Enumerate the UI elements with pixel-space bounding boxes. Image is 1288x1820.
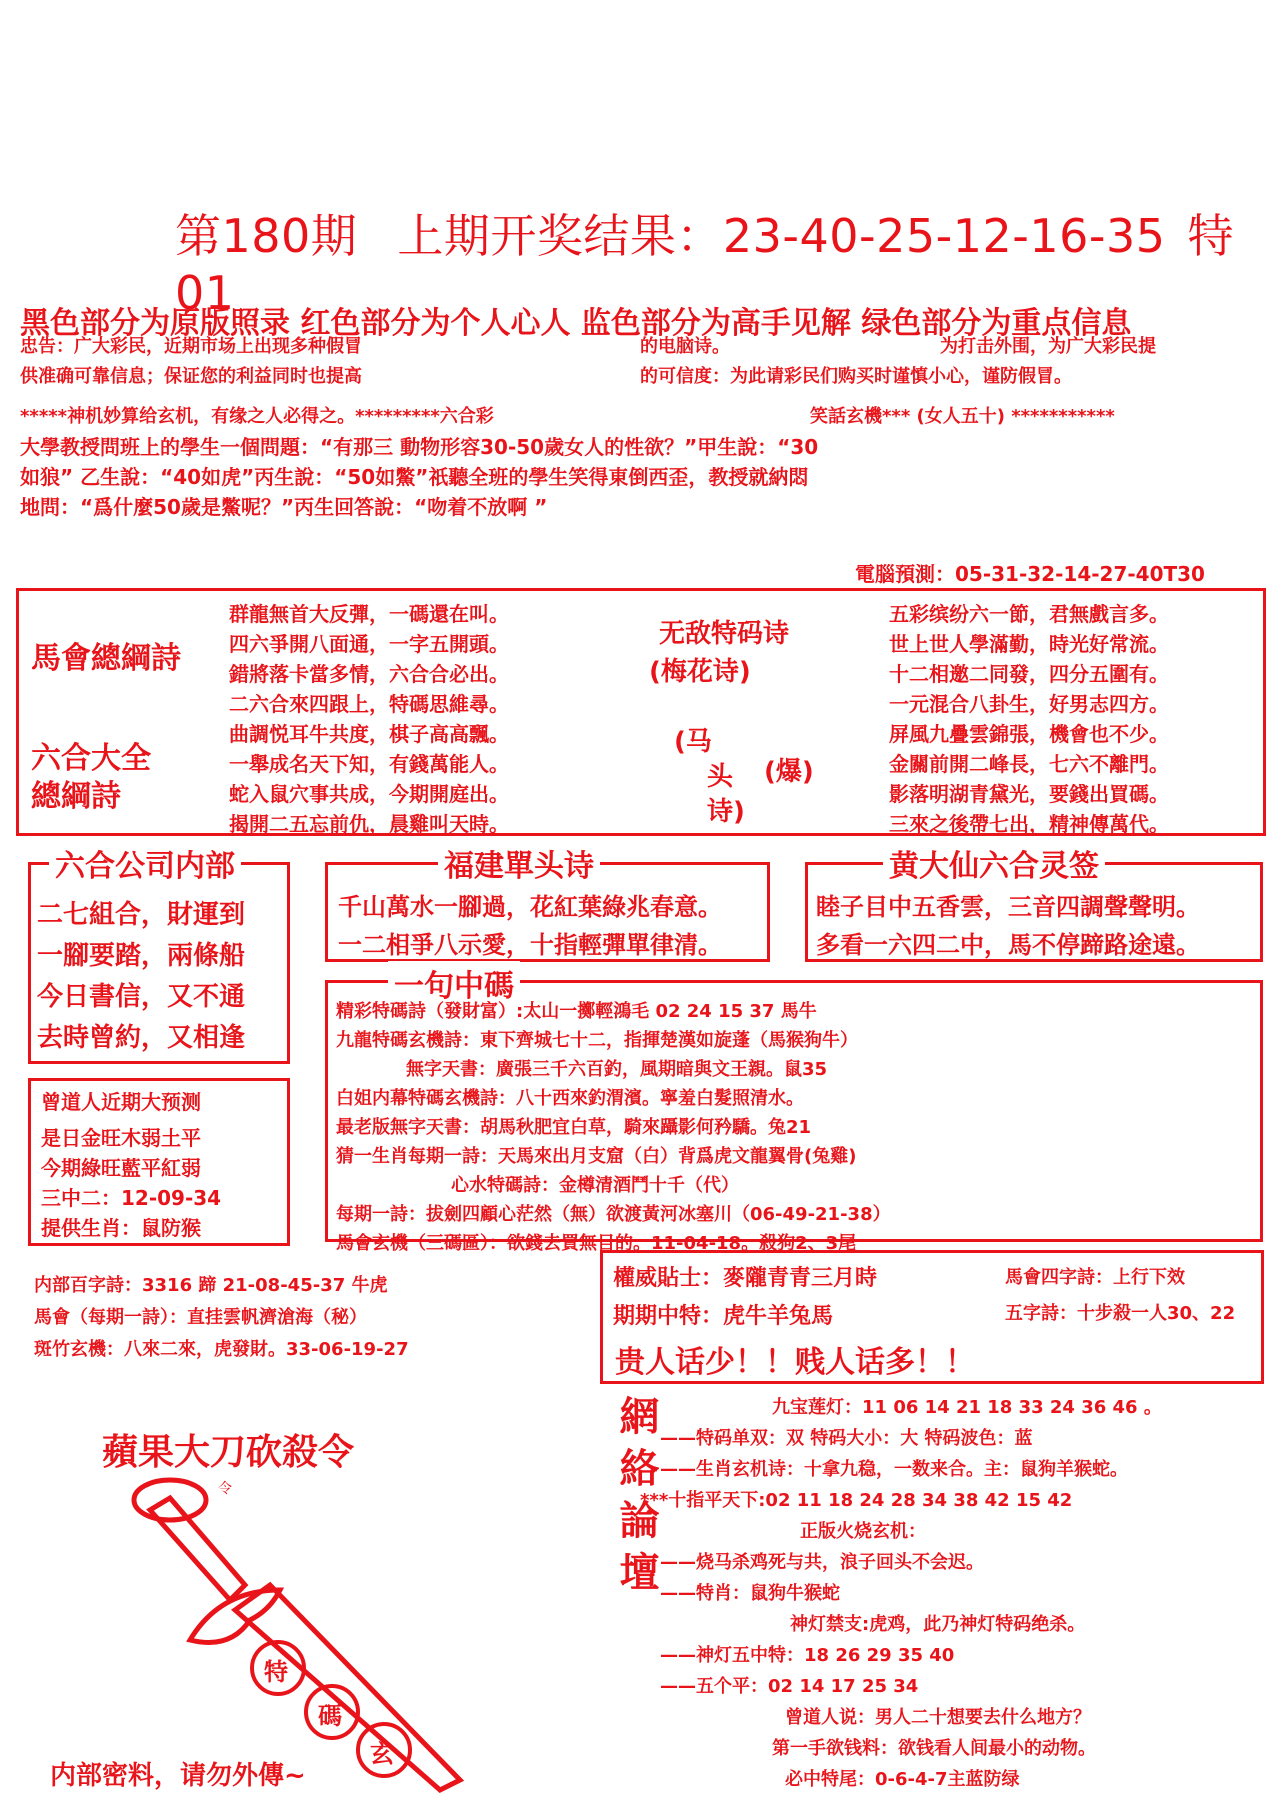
zhongma-lines xyxy=(336,997,891,1258)
zhongma-line: 九龍特碼玄機詩：東下齊城七十二，指揮楚漢如旋蓬（馬猴狗牛） xyxy=(336,1030,858,1051)
poem-left-line: 四六爭開八面通，一字五開頭。 xyxy=(229,632,509,656)
poem-right-line: 屏風九疊雲錦張，機會也不少。 xyxy=(889,722,1169,746)
poem-right-line: 三來之後帶七出，精神傳萬代。 xyxy=(889,812,1169,836)
internal-line: 斑竹玄機：八來二來，虎發財。33-06-19-27 xyxy=(34,1339,409,1360)
zeng-line: 提供生肖：鼠防猴 xyxy=(41,1216,201,1240)
forum-line: 神灯禁支:虎鸡，此乃神灯特码绝杀。 xyxy=(790,1614,1086,1635)
internal-line: 内部百字詩：3316 蹄 21-08-45-37 牛虎 xyxy=(34,1275,388,1296)
zhongma-box xyxy=(325,969,1263,1254)
huang-line: 睦子目中五香雲，三音四調聲聲明。 xyxy=(816,893,1200,921)
forum-lines xyxy=(640,1392,1162,1795)
forum-line: 正版火烧玄机： xyxy=(800,1521,926,1542)
zhongma-line: 精彩特碼詩（發財富）:太山一擲輕鴻毛 02 24 15 37 馬牛 xyxy=(336,1001,817,1022)
poem-left-line: 曲調悦耳牛共度，棋子高高飄。 xyxy=(229,722,509,746)
forum-line: ——生肖玄机诗：十拿九稳，一数来合。主：鼠狗羊猴蛇。 xyxy=(660,1459,1128,1480)
zhongma-line: 最老版無字天書：胡馬秋肥宜白草，騎來躡影何矜驕。兔21 xyxy=(336,1117,812,1138)
notice-mid-2: 的可信度：为此请彩民们购买时谨慎小心，谨防假冒。 xyxy=(640,366,1072,387)
joke-line-1: 大學教授問班上的學生一個問題：“有那三 動物形容30-50歲女人的性欲？”甲生說：“30 xyxy=(20,435,819,459)
computer-prediction: 電腦預測：05-31-32-14-27-40T30 xyxy=(855,562,1205,586)
notice-left-1: 忠告：广大彩民，近期市场上出现多种假冒 xyxy=(20,336,362,357)
forum-line: ——烧马杀鸡死与共，浪子回头不会迟。 xyxy=(660,1552,984,1573)
sword-title: 蘋果大刀砍殺令 xyxy=(102,1432,355,1473)
fujian-line: 一二相爭八示愛，十指輕彈單律清。 xyxy=(338,931,722,959)
poem-label-2b: 總綱詩 xyxy=(31,779,121,814)
forum-vertical-title: 網絡論壇 xyxy=(613,1395,659,1603)
forum-line: ***十指平天下:02 11 18 24 28 34 38 42 15 42 xyxy=(640,1490,1073,1511)
mid-ma: (马 xyxy=(674,727,712,757)
zeng-line: 今期綠旺藍平紅弱 xyxy=(41,1156,201,1180)
zeng-line: 是日金旺木弱土平 xyxy=(41,1126,201,1150)
zeng-lines xyxy=(41,1123,221,1243)
zeng-box xyxy=(28,1078,290,1246)
notice-mid-1: 的电脑诗。 xyxy=(640,336,730,357)
result-numbers: 23-40-25-12-16-35 xyxy=(722,209,1166,263)
poem-left-list xyxy=(229,599,509,839)
poem-right-line: 一元混合八卦生，好男志四方。 xyxy=(889,692,1169,716)
forum-line: 必中特尾：0-6-4-7主蓝防绿 xyxy=(785,1769,1020,1790)
blade-char-2: 碼 xyxy=(318,1702,342,1730)
color-legend: 黑色部分为原版照录 红色部分为个人心人 监色部分为高手见解 绿色部分为重点信息 xyxy=(20,306,1132,341)
tips-line2-left: 期期中特：虎牛羊兔馬 xyxy=(613,1304,834,1329)
zeng-title: 曾道人近期大预测 xyxy=(41,1090,201,1114)
poem-right-line: 金關前開二峰長，七六不離門。 xyxy=(889,752,1169,776)
mid-title-2: (梅花诗) xyxy=(649,657,751,687)
zhongma-title: 一句中碼 xyxy=(388,961,520,1005)
fujian-line: 千山萬水一腳過，花紅葉綠兆春意。 xyxy=(338,893,722,921)
internal-line: 馬會（每期一詩）：直挂雲帆濟滄海（秘） xyxy=(34,1307,367,1328)
company-line: 一腳要踏，兩條船 xyxy=(37,941,246,971)
mid-shi: 诗) xyxy=(707,797,745,827)
tips-slogan: 贵人话少！！贱人话多！！ xyxy=(615,1345,975,1380)
sword-small-label: 令 xyxy=(218,1481,232,1497)
forum-line: 第一手欲钱料：欲钱看人间最小的动物。 xyxy=(772,1738,1096,1759)
tips-line1-right: 馬會四字詩：上行下效 xyxy=(1005,1267,1185,1288)
poems-box xyxy=(16,588,1266,836)
sword-footer: 内部密料，请勿外傳~ xyxy=(50,1761,306,1791)
blade-char-1: 特 xyxy=(264,1658,288,1686)
poem-label-1: 馬會總綱詩 xyxy=(31,641,181,676)
poem-left-line: 錯將落卡當多情，六合合必出。 xyxy=(229,662,509,686)
issue-number: 第180期 xyxy=(175,209,358,263)
poem-right-line: 影落明湖青黛光，要錢出買碼。 xyxy=(889,782,1169,806)
notice-right-1: 为打击外围，为广大彩民提 xyxy=(940,336,1156,357)
notice-left-2: 供准确可靠信息；保证您的利益同时也提高 xyxy=(20,366,362,387)
mid-title-1: 无敌特码诗 xyxy=(659,619,790,649)
company-line: 今日書信，又不通 xyxy=(37,982,246,1012)
forum-line: ——特码单双：双 特码大小：大 特码波色：蓝 xyxy=(660,1428,1033,1449)
forum-line: 曾道人说：男人二十想要去什么地方？ xyxy=(785,1707,1091,1728)
company-title: 六合公司内部 xyxy=(49,841,241,885)
joke-line-3: 地問：“爲什麼50歲是鱉呢？”丙生回答說：“吻着不放啊 ” xyxy=(20,495,548,519)
huang-box xyxy=(805,849,1263,962)
forum-line: 九宝莲灯：11 06 14 21 18 33 24 36 46 。 xyxy=(772,1397,1162,1418)
zhongma-line: 每期一詩：拔劍四顧心茫然（無）欲渡黃河冰塞川（06-49-21-38） xyxy=(336,1204,891,1225)
joke-head-left: *****神机妙算给玄机，有缘之人必得之。*********六合彩 xyxy=(20,406,494,427)
company-box xyxy=(28,849,290,1064)
poem-left-line: 群龍無首大反彈，一碼還在叫。 xyxy=(229,602,509,626)
fujian-box xyxy=(325,849,770,962)
forum-line: ——特肖：鼠狗牛猴蛇 xyxy=(660,1583,840,1604)
zhongma-line: 白姐内幕特碼玄機詩：八十西來釣渭濱。寧羞白髮照清水。 xyxy=(336,1088,804,1109)
poem-left-line: 蛇入鼠穴事共成，今期開庭出。 xyxy=(229,782,509,806)
internal-text xyxy=(34,1270,409,1366)
special-number: 特01 xyxy=(175,209,1235,320)
poem-right-line: 十二相邀二同發，四分五圍有。 xyxy=(889,662,1169,686)
sword-section xyxy=(20,1410,490,1820)
huang-title: 黄大仙六合灵签 xyxy=(883,841,1105,885)
forum-line: ——五个平：02 14 17 25 34 xyxy=(660,1676,919,1697)
zhongma-line: 馬會玄機（三碼區）：欲錢去買無目的。11-04-18。殺狗2、3尾 xyxy=(336,1233,857,1254)
poem-label-2a: 六合大全 xyxy=(31,741,151,776)
tips-box xyxy=(600,1250,1264,1384)
joke-line-2: 如狼” 乙生說：“40如虎”丙生說：“50如鱉”祇聽全班的學生笑得東倒西歪，教授就納悶 xyxy=(20,465,809,489)
zeng-line: 三中二：12-09-34 xyxy=(41,1186,222,1210)
tips-line1-left: 權威貼士：麥隴青青三月時 xyxy=(613,1266,878,1291)
result-label: 上期开奖结果： xyxy=(397,209,723,263)
zhongma-line: 心水特碼詩：金樽清酒鬥十千（代） xyxy=(451,1175,739,1196)
poem-right-line: 五彩缤纷六一節，君無戲言多。 xyxy=(889,602,1169,626)
poem-left-line: 二六合來四跟上，特碼思維尋。 xyxy=(229,692,509,716)
poem-left-line: 一舉成名天下知，有錢萬能人。 xyxy=(229,752,509,776)
poem-right-line: 世上世人學滿勤，時光好常流。 xyxy=(889,632,1169,656)
company-line: 二七組合，財運到 xyxy=(37,900,246,930)
tips-line2-right: 五字詩：十步殺一人30、22 xyxy=(1005,1303,1236,1324)
poem-right-list xyxy=(889,599,1169,839)
huang-line: 多看一六四二中，馬不停蹄路途遠。 xyxy=(816,931,1200,959)
company-line: 去時曾約，又相逢 xyxy=(37,1023,246,1053)
blade-char-3: 玄 xyxy=(370,1740,394,1768)
zhongma-line: 猜一生肖每期一詩：天馬來出月支窟（白）背爲虎文龍翼骨(兔雞) xyxy=(336,1146,857,1167)
fujian-title: 福建單头诗 xyxy=(438,841,600,885)
company-lines xyxy=(37,895,245,1059)
mid-tou: 头 xyxy=(707,762,734,792)
forum-line: ——神灯五中特：18 26 29 35 40 xyxy=(660,1645,955,1666)
joke-head-right: 笑話玄機*** (女人五十) *********** xyxy=(810,406,1115,427)
poem-left-line: 揭開二五忘前仇，晨雞叫天時。 xyxy=(229,812,509,836)
mid-bao: (爆) xyxy=(764,757,814,787)
zhongma-line: 無字天書：廣張三千六百釣，風期暗與文王親。鼠35 xyxy=(406,1059,828,1080)
